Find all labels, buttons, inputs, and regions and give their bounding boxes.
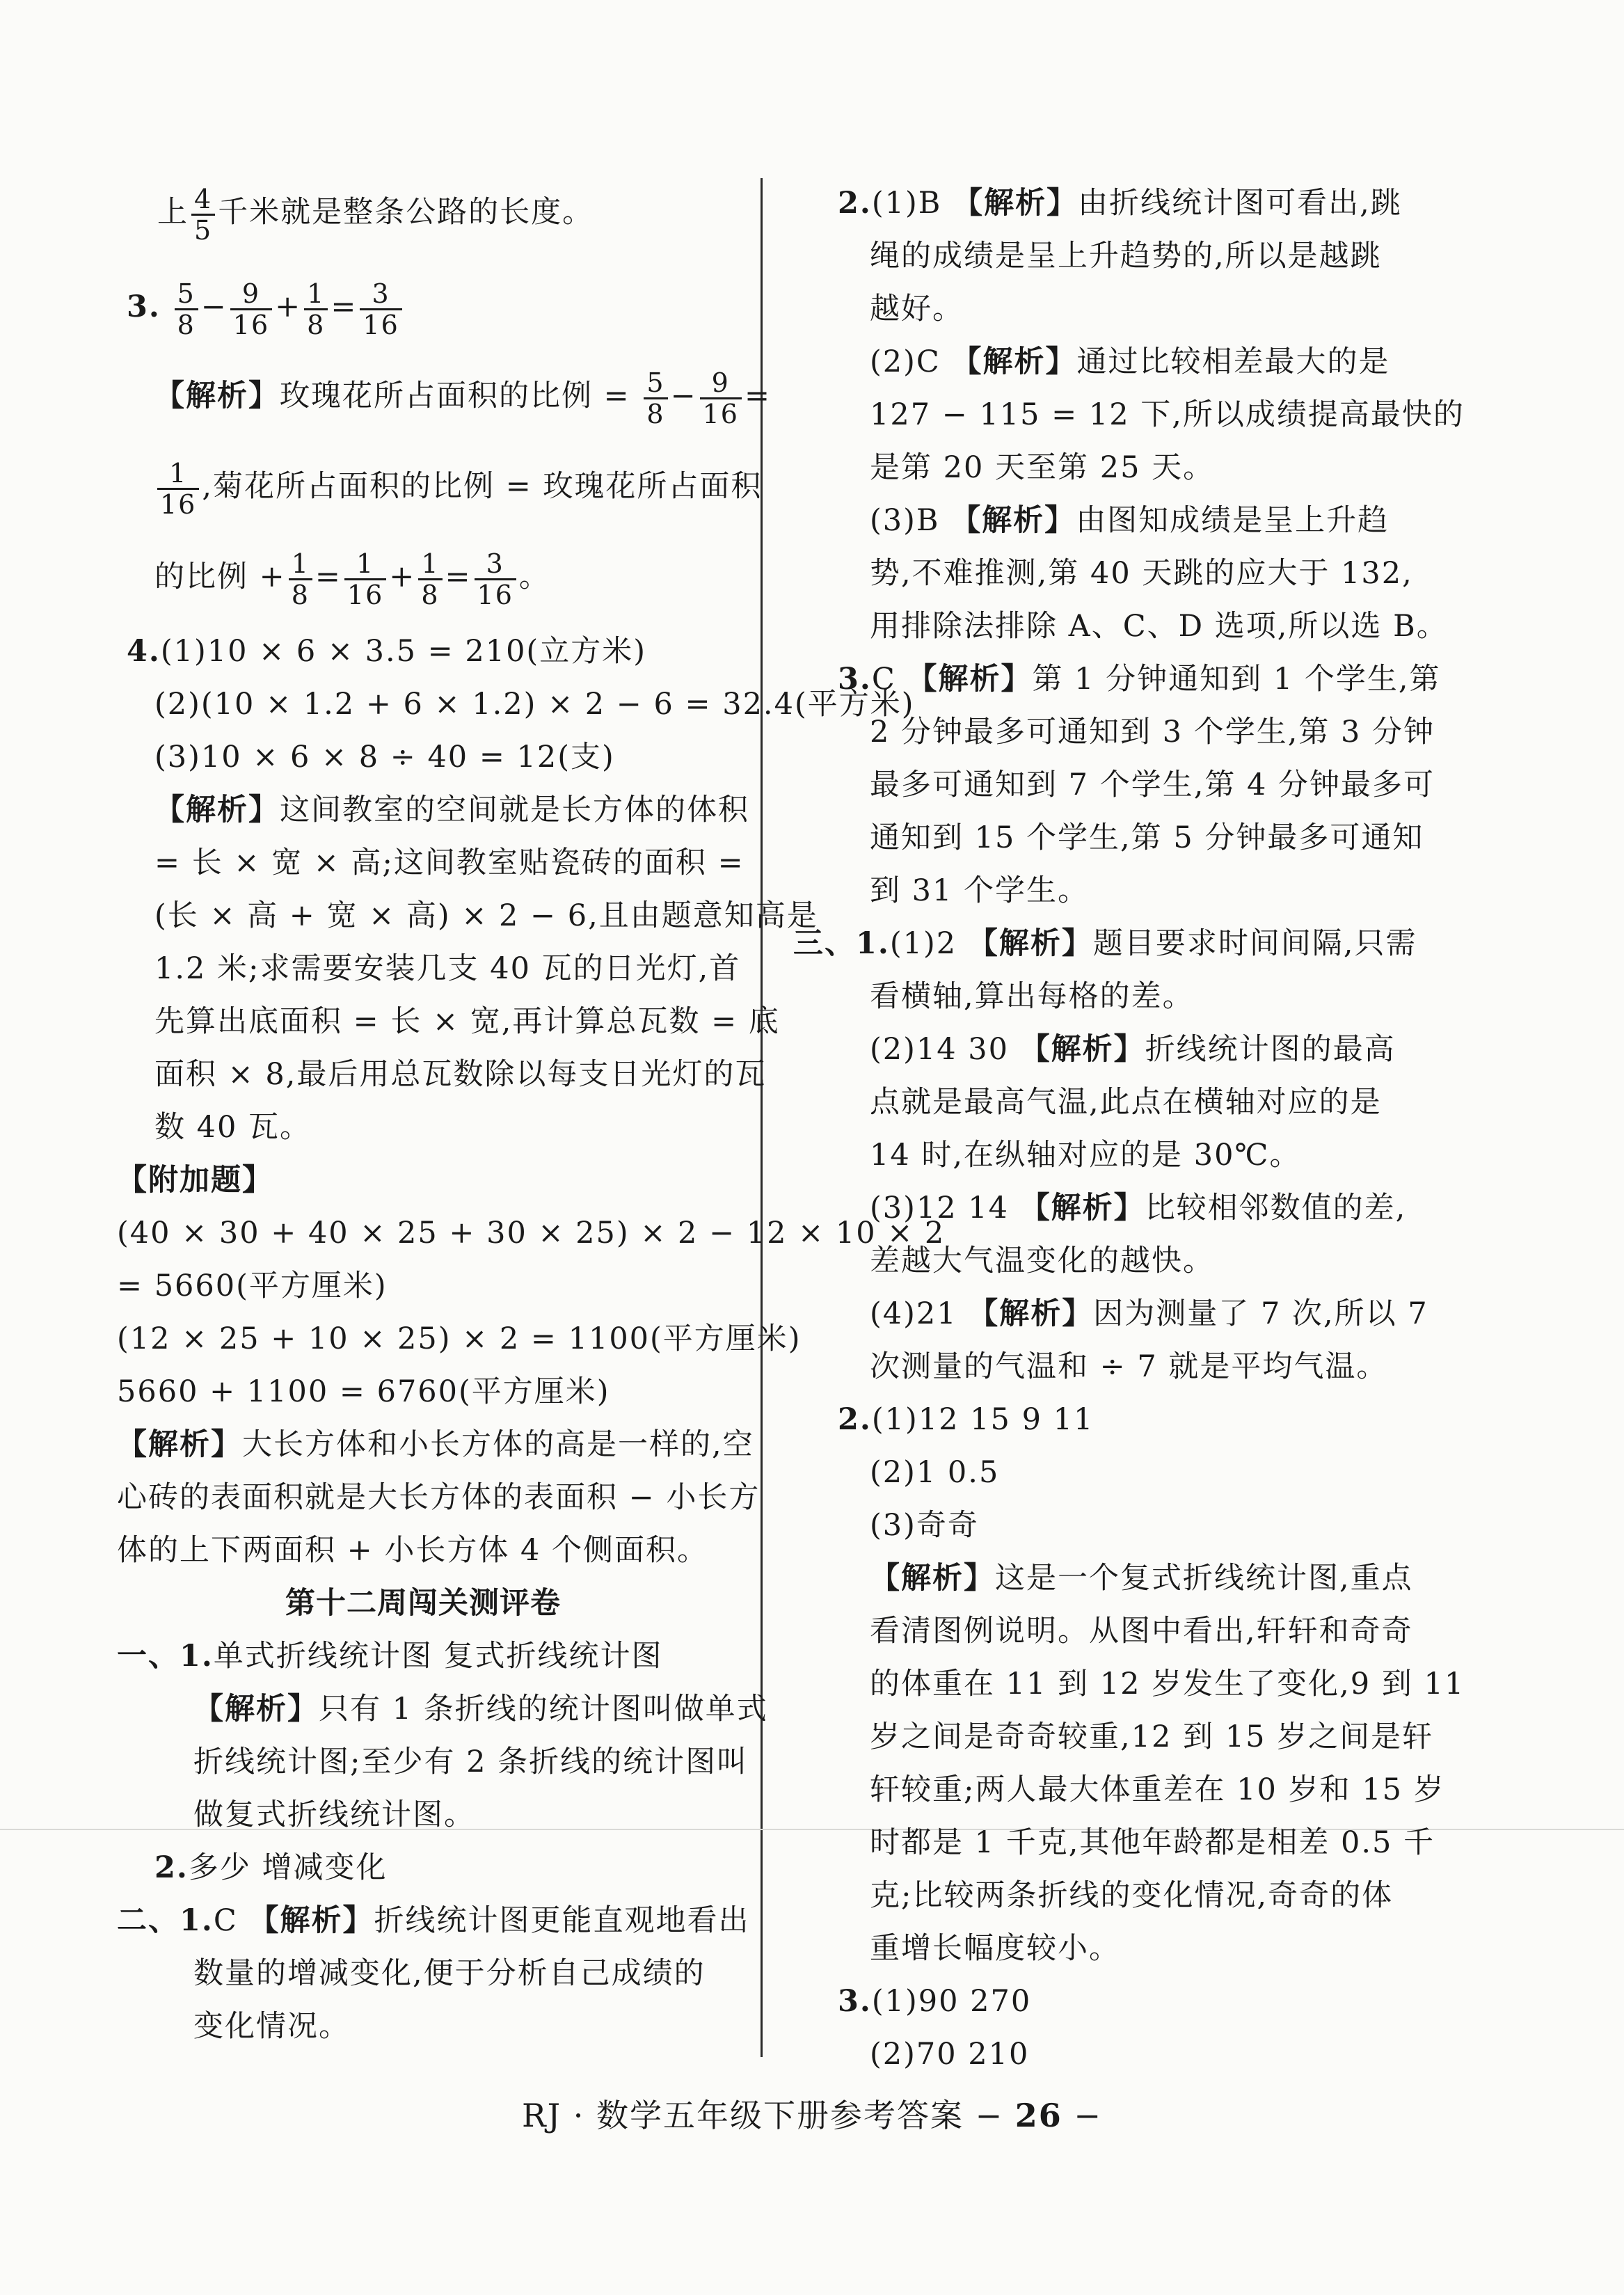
text-line: 看横轴,算出每格的差。 bbox=[870, 979, 1194, 1014]
page-number: 26 bbox=[1014, 2097, 1062, 2134]
text-line: 2.多少 增减变化 bbox=[154, 1850, 388, 1885]
text-line: (3)奇奇 bbox=[870, 1508, 979, 1543]
analysis-line: 【解析】大长方体和小长方体的高是一样的,空 bbox=[117, 1427, 754, 1462]
text-line: 通知到 15 个学生,第 5 分钟最多可通知 bbox=[870, 820, 1424, 855]
text-line: (40 × 30 + 40 × 25 + 30 × 25) × 2 − 12 × 10 × 2 bbox=[117, 1216, 946, 1250]
text-line: (2)C 【解析】通过比较相差最大的是 bbox=[870, 344, 1390, 379]
text-line: 看清图例说明。从图中看出,轩轩和奇奇 bbox=[870, 1614, 1413, 1649]
text-line: 重增长幅度较小。 bbox=[870, 1931, 1120, 1966]
text-line: 3.C 【解析】第 1 分钟通知到 1 个学生,第 bbox=[838, 662, 1441, 697]
text-line: 数量的增减变化,便于分析自己成绩的 bbox=[193, 1956, 706, 1991]
text-line: (2)70 210 bbox=[870, 2037, 1030, 2072]
text-line: 势,不难推测,第 40 天跳的应大于 132, bbox=[870, 556, 1413, 591]
text-line: 三、1.(1)2 【解析】题目要求时间间隔,只需 bbox=[793, 926, 1417, 961]
text-line: 14 时,在纵轴对应的是 30℃。 bbox=[870, 1138, 1301, 1173]
text-line: (4)21 【解析】因为测量了 7 次,所以 7 bbox=[870, 1296, 1428, 1331]
text-line: 2 分钟最多可通知到 3 个学生,第 3 分钟 bbox=[870, 715, 1435, 749]
equation-line: 3. $\frac{5}{8}$ − $\frac{9}{16}$ + $\frac{1}{8}$ = $\frac{3}{16}$ bbox=[127, 277, 405, 340]
text-line: (2)1 0.5 bbox=[870, 1455, 1000, 1490]
text-line: 二、1.C 【解析】折线统计图更能直观地看出 bbox=[117, 1903, 750, 1938]
text-line: 先算出底面积 = 长 × 宽,再计算总瓦数 = 底 bbox=[154, 1004, 780, 1039]
text-line: 1.2 米;求需要安装几支 40 瓦的日光灯,首 bbox=[154, 951, 741, 986]
text-line: 折线统计图;至少有 2 条折线的统计图叫 bbox=[193, 1745, 749, 1779]
text-line: 体的上下两面积 + 小长方体 4 个侧面积。 bbox=[117, 1533, 709, 1568]
text-line: 数 40 瓦。 bbox=[154, 1110, 312, 1145]
text-line: 绳的成绩是呈上升趋势的,所以是越跳 bbox=[870, 239, 1382, 273]
text-line: 5660 + 1100 = 6760(平方厘米) bbox=[117, 1374, 610, 1409]
text-line: 最多可通知到 7 个学生,第 4 分钟最多可 bbox=[870, 768, 1435, 802]
text-line: (12 × 25 + 10 × 25) × 2 = 1100(平方厘米) bbox=[117, 1321, 802, 1356]
fraction: $\frac{4}{5}$ bbox=[191, 184, 215, 245]
text-line: 克;比较两条折线的变化情况,奇奇的体 bbox=[870, 1878, 1394, 1913]
text-line: 到 31 个学生。 bbox=[870, 873, 1090, 908]
text-line: 上 $\frac{4}{5}$ 千米就是整条公路的长度。 bbox=[157, 183, 594, 246]
page-section-title: 第十二周闯关测评卷 bbox=[285, 1586, 561, 1621]
text-line: 轩较重;两人最大体重差在 10 岁和 15 岁 bbox=[870, 1772, 1445, 1807]
text-line: 是第 20 天至第 25 天。 bbox=[870, 450, 1215, 485]
text-line: (2)(10 × 1.2 + 6 × 1.2) × 2 − 6 = 32.4(平方米) bbox=[154, 687, 915, 722]
text-line: 面积 × 8,最后用总瓦数除以每支日光灯的瓦 bbox=[154, 1057, 767, 1092]
text-line: 变化情况。 bbox=[193, 2009, 350, 2044]
text-line: 127 − 115 = 12 下,所以成绩提高最快的 bbox=[870, 397, 1465, 432]
analysis-line: 【解析】只有 1 条折线的统计图叫做单式 bbox=[193, 1692, 768, 1726]
text-line: = 5660(平方厘米) bbox=[117, 1269, 388, 1303]
text-line: (2)14 30 【解析】折线统计图的最高 bbox=[870, 1032, 1396, 1067]
text-line: 越好。 bbox=[870, 292, 964, 326]
page-footer: RJ · 数学五年级下册参考答案 − 26 − bbox=[522, 2097, 1102, 2134]
text-line: 心砖的表面积就是大长方体的表面积 − 小长方 bbox=[117, 1480, 761, 1515]
text-line: 3.(1)90 270 bbox=[838, 1984, 1032, 2019]
text-line: 的比例 + $\frac{1}{8}$ = $\frac{1}{16}$ + $\frac{1}{8}$ = $\frac{3}{16}$ 。 bbox=[154, 548, 550, 610]
text-line: 次测量的气温和 ÷ 7 就是平均气温。 bbox=[870, 1349, 1388, 1384]
text-line: 一、1.单式折线统计图 复式折线统计图 bbox=[117, 1639, 663, 1674]
text-line: $\frac{1}{16}$ ,菊花所占面积的比例 = 玫瑰花所占面积 bbox=[154, 456, 762, 519]
analysis-line: 【解析】这是一个复式折线统计图,重点 bbox=[870, 1561, 1413, 1596]
text-line: 的体重在 11 到 12 岁发生了变化,9 到 11 bbox=[870, 1667, 1465, 1701]
text-line: (3)10 × 6 × 8 ÷ 40 = 12(支) bbox=[154, 740, 615, 775]
text-line: 2.(1)B 【解析】由折线统计图可看出,跳 bbox=[838, 186, 1402, 221]
analysis-line: 【解析】玫瑰花所占面积的比例 = $\frac{5}{8}$ − $\frac{9}{16}$ = bbox=[154, 367, 771, 429]
text-line: = 长 × 宽 × 高;这间教室贴瓷砖的面积 = bbox=[154, 845, 745, 880]
section-heading: 【附加题】 bbox=[117, 1163, 273, 1198]
text-line: 用排除法排除 A、C、D 选项,所以选 B。 bbox=[870, 609, 1448, 644]
text-line: 差越大气温变化的越快。 bbox=[870, 1244, 1214, 1278]
text-line: (长 × 高 + 宽 × 高) × 2 − 6,且由题意知高是 bbox=[154, 898, 818, 933]
text-line: 时都是 1 千克,其他年龄都是相差 0.5 千 bbox=[870, 1825, 1435, 1860]
text-line: 岁之间是奇奇较重,12 到 15 岁之间是轩 bbox=[870, 1720, 1434, 1754]
text-line: (3)B 【解析】由图知成绩是呈上升趋 bbox=[870, 503, 1390, 538]
text-line: 4.(1)10 × 6 × 3.5 = 210(立方米) bbox=[127, 634, 646, 669]
text-line: 2.(1)12 15 9 11 bbox=[838, 1402, 1094, 1437]
analysis-line: 【解析】这间教室的空间就是长方体的体积 bbox=[154, 793, 749, 827]
text-line: 点就是最高气温,此点在横轴对应的是 bbox=[870, 1085, 1382, 1120]
text-line: 做复式折线统计图。 bbox=[193, 1797, 475, 1832]
text-line: (3)12 14 【解析】比较相邻数值的差, bbox=[870, 1191, 1407, 1225]
